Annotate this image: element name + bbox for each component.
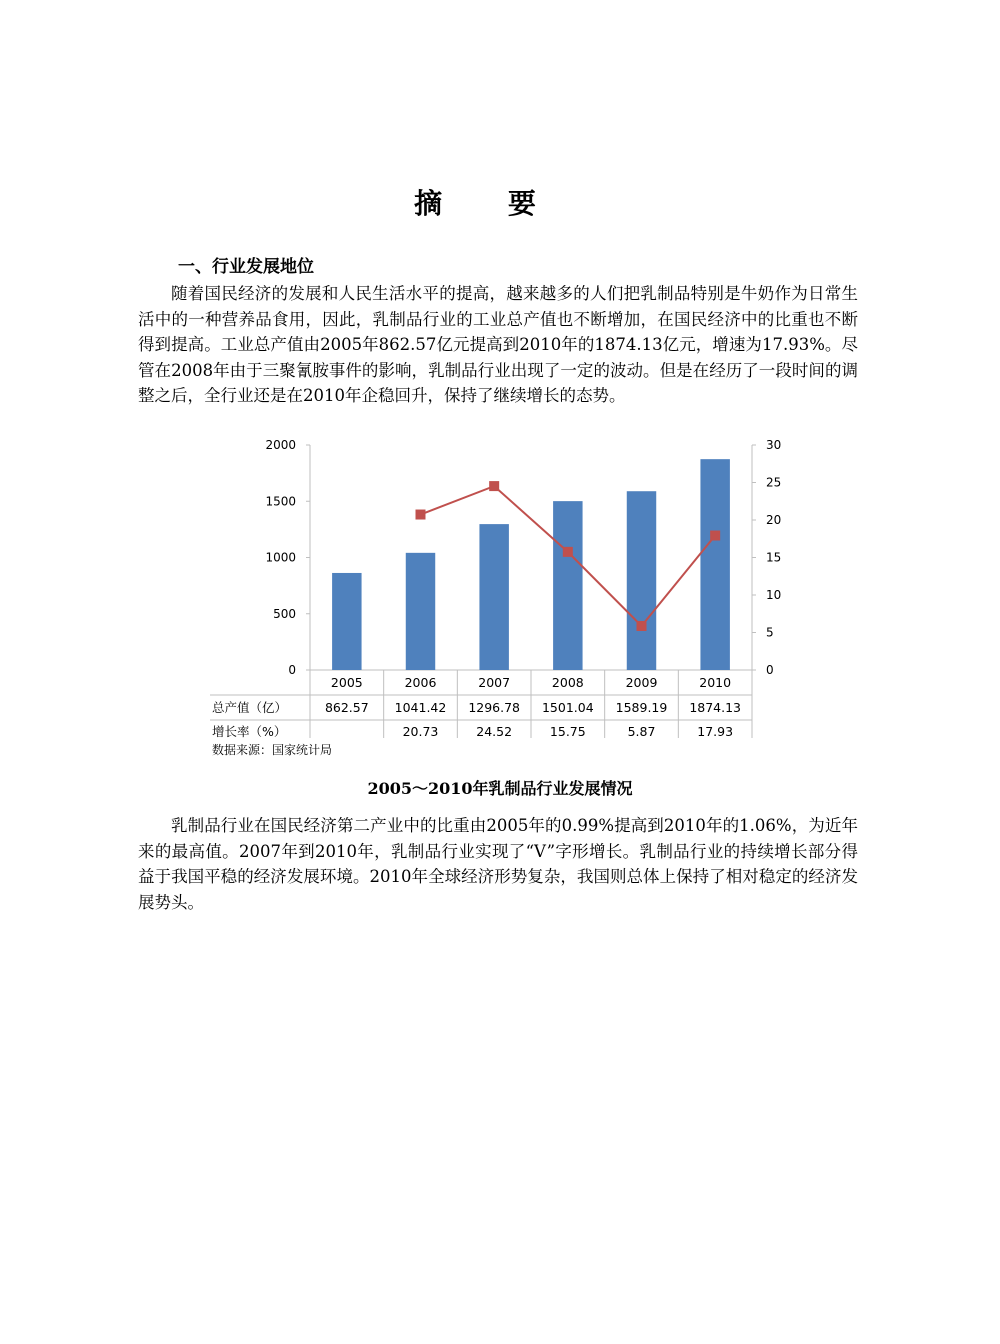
point-growth-rate — [416, 510, 426, 520]
section-heading: 一、行业发展地位 — [178, 257, 314, 277]
table-cell-total-output: 1589.19 — [615, 700, 668, 715]
point-growth-rate — [710, 531, 720, 541]
bar-total-output — [700, 459, 729, 670]
right-axis-tick-label: 10 — [766, 588, 782, 602]
table-cell-growth-rate: 5.87 — [627, 724, 656, 739]
table-cell-total-output: 1501.04 — [541, 700, 594, 715]
right-axis-tick-label: 5 — [766, 625, 774, 640]
table-cell-total-output: 1874.13 — [689, 700, 742, 715]
point-growth-rate — [637, 621, 647, 631]
right-axis-tick-label: 25 — [766, 475, 782, 490]
left-axis-tick-label: 1000 — [265, 550, 296, 565]
bar-total-output — [627, 491, 656, 670]
paragraph-industry-share: 乳制品行业在国民经济第二产业中的比重由2005年的0.99%提高到2010年的1.06%，为近年来的最高值。2007年到2010年，乳制品行业实现了“V”字形增长。乳制品行业的持续增长部分得益于我国平稳的经济发展环境。2010年全球经济形势复杂，我国则总体上保持了相对稳定的经济发展势头。 — [138, 816, 858, 912]
table-cell-growth-rate: 24.52 — [476, 724, 513, 739]
table-cell-total-output: 1041.42 — [394, 700, 447, 715]
bar-total-output — [479, 524, 508, 670]
table-series-name: 增长率（%） — [212, 724, 287, 739]
page-title: 摘 要 — [414, 187, 564, 220]
right-axis-tick-label: 0 — [766, 663, 774, 677]
table-cell-total-output: 1296.78 — [468, 700, 521, 715]
x-axis-category-label: 2007 — [478, 675, 511, 690]
left-axis-tick-label: 500 — [273, 606, 296, 621]
x-axis-category-label: 2009 — [625, 675, 658, 690]
chart-dairy-output — [200, 432, 782, 762]
table-cell-growth-rate: 17.93 — [697, 724, 734, 739]
x-axis-category-label: 2005 — [330, 675, 363, 690]
right-axis-tick-label: 15 — [766, 550, 782, 565]
table-cell-growth-rate: 15.75 — [549, 724, 586, 739]
table-cell-growth-rate: 20.73 — [402, 724, 439, 739]
right-axis-tick-label: 30 — [766, 438, 782, 452]
chart-source-note: 数据来源：国家统计局 — [212, 743, 333, 757]
table-series-name: 总产值（亿） — [212, 700, 288, 715]
chart-caption: 2005～2010年乳制品行业发展情况 — [367, 779, 633, 798]
bar-total-output — [332, 573, 361, 670]
left-axis-tick-label: 0 — [288, 663, 296, 677]
x-axis-category-label: 2008 — [551, 675, 584, 690]
point-growth-rate — [489, 481, 499, 491]
bar-total-output — [406, 553, 435, 670]
x-axis-category-label: 2010 — [699, 675, 732, 690]
left-axis-tick-label: 1500 — [265, 494, 296, 509]
table-cell-total-output: 862.57 — [324, 700, 369, 715]
x-axis-category-label: 2006 — [404, 675, 437, 690]
bar-total-output — [553, 501, 582, 670]
left-axis-tick-label: 2000 — [265, 438, 296, 452]
point-growth-rate — [563, 547, 573, 557]
right-axis-tick-label: 20 — [766, 513, 782, 527]
paragraph-industry-status: 随着国民经济的发展和人民生活水平的提高，越来越多的人们把乳制品特别是牛奶作为日常生活中的一种营养品食用，因此，乳制品行业的工业总产值也不断增加，在国民经济中的比重也不断得到提高。工业总产值由2005年862.57亿元提高到2010年的1874.13亿元，增速为17.93%。尽管在2008年由于三聚氰胺事件的影响，乳制品行业出现了一定的波动。但是在经历了一段时间的调整之后，全行业还是在2010年企稳回升，保持了继续增长的态势。 — [138, 284, 858, 405]
